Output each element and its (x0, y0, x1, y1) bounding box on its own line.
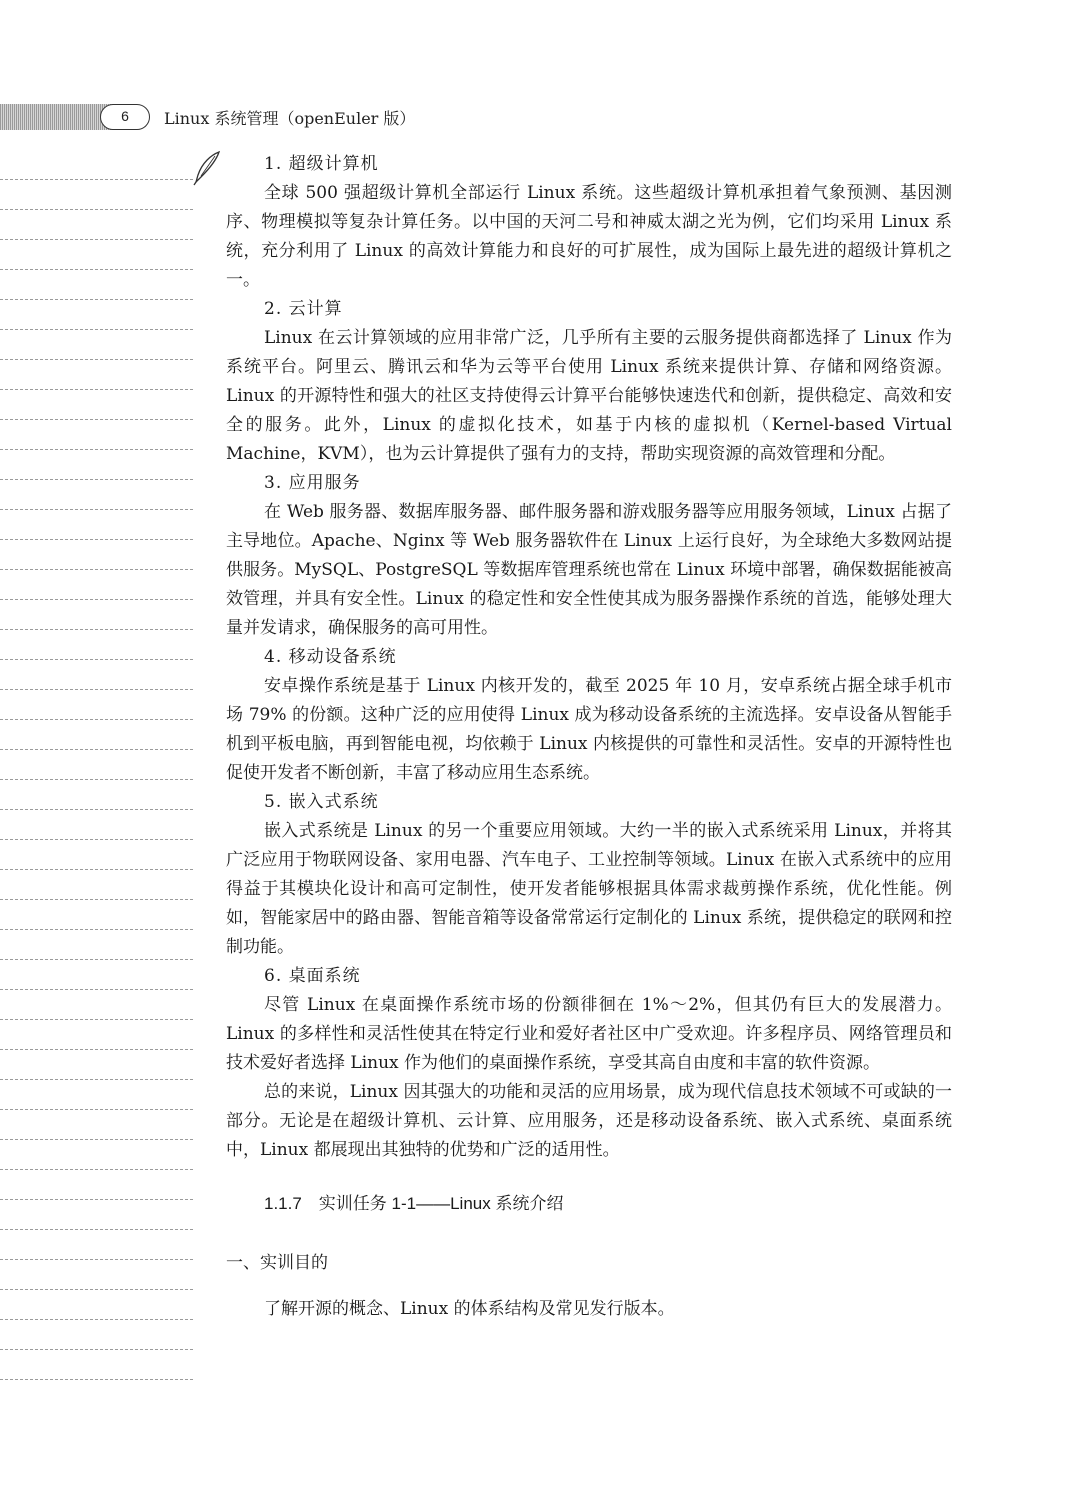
section-cloud-computing (226, 295, 952, 469)
margin-note-lines (0, 150, 194, 1380)
pen-icon (192, 150, 222, 186)
objective-text: 了解开源的概念、Linux 的体系结构及常见发行版本。 (264, 1299, 675, 1319)
section-embedded-systems (226, 788, 952, 962)
section-desktop-systems (226, 962, 952, 1165)
summary-paragraph: 总的来说，Linux 因其强大的功能和灵活的应用场景，成为现代信息技术领域不可或缺的一部分。无论是在超级计算机、云计算、应用服务，还是移动设备系统、嵌入式系统、桌面系统中，Linux 都展现出其独特的优势和广泛的适用性。 (226, 1082, 952, 1160)
section-heading: 6. 桌面系统 (264, 966, 361, 986)
page-number: 6 (100, 104, 150, 130)
subsection-title: 1.1.7 实训任务 1-1——Linux 系统介绍 (264, 1194, 564, 1213)
section-supercomputer (226, 150, 952, 295)
paragraph: Linux 在云计算领域的应用非常广泛，几乎所有主要的云服务提供商都选择了 Linux 作为系统平台。阿里云、腾讯云和华为云等平台使用 Linux 系统来提供计算、存储和网络资源。Linux 的开源特性和强大的社区支持使得云计算平台能够快速迭代和创新，提供稳定、高效和安全的服务。此外，Linux 的虚拟化技术，如基于内核的虚拟机（Kernel-based Virtual Machine，KVM），也为云计算提供了强有力的支持，帮助实现资源的高效管理和分配。 (226, 328, 952, 464)
section-heading: 2. 云计算 (264, 299, 343, 319)
section-heading: 1. 超级计算机 (264, 154, 379, 174)
section-heading: 4. 移动设备系统 (264, 647, 397, 667)
paragraph: 在 Web 服务器、数据库服务器、邮件服务器和游戏服务器等应用服务领域，Linux 占据了主导地位。Apache、Nginx 等 Web 服务器软件在 Linux 上运行良好，为全球绝大多数网站提供服务。MySQL、PostgreSQL 等数据库管理系统也常在 Linux 环境中部署，确保数据能被高效管理，并具有安全性。Linux 的稳定性和安全性使其成为服务器操作系统的首选，能够处理大量并发请求，确保服务的高可用性。 (226, 502, 952, 638)
paragraph: 全球 500 强超级计算机全部运行 Linux 系统。这些超级计算机承担着气象预测、基因测序、物理模拟等复杂计算任务。以中国的天河二号和神威太湖之光为例，它们均采用 Linux 系统，充分利用了 Linux 的高效计算能力和良好的可扩展性，成为国际上最先进的超级计算机之一。 (226, 183, 952, 290)
section-heading: 5. 嵌入式系统 (264, 792, 379, 812)
paragraph: 尽管 Linux 在桌面操作系统市场的份额徘徊在 1%～2%，但其仍有巨大的发展潜力。Linux 的多样性和灵活性使其在特定行业和爱好者社区中广受欢迎。许多程序员、网络管理员和技术爱好者选择 Linux 作为他们的桌面操作系统，享受其高自由度和丰富的软件资源。 (226, 995, 952, 1073)
paragraph: 安卓操作系统是基于 Linux 内核开发的，截至 2025 年 10 月，安卓系统占据全球手机市场 79% 的份额。这种广泛的应用使得 Linux 成为移动设备系统的主流选择。安卓设备从智能手机到平板电脑，再到智能电视，均依赖于 Linux 内核提供的可靠性和灵活性。安卓的开源特性也促使开发者不断创新，丰富了移动应用生态系统。 (226, 676, 952, 783)
section-mobile-devices (226, 643, 952, 788)
page-content (226, 150, 952, 1324)
section-heading: 3. 应用服务 (264, 473, 361, 493)
objective-heading: 一、实训目的 (226, 1253, 328, 1272)
running-title: Linux 系统管理（openEuler 版） (164, 109, 416, 128)
section-application-services (226, 469, 952, 643)
paragraph: 嵌入式系统是 Linux 的另一个重要应用领域。大约一半的嵌入式系统采用 Linux，并将其广泛应用于物联网设备、家用电器、汽车电子、工业控制等领域。Linux 在嵌入式系统中的应用得益于其模块化设计和高可定制性，使开发者能够根据具体需求裁剪操作系统，优化性能。例如，智能家居中的路由器、智能音箱等设备常常运行定制化的 Linux 系统，提供稳定的联网和控制功能。 (226, 821, 952, 957)
